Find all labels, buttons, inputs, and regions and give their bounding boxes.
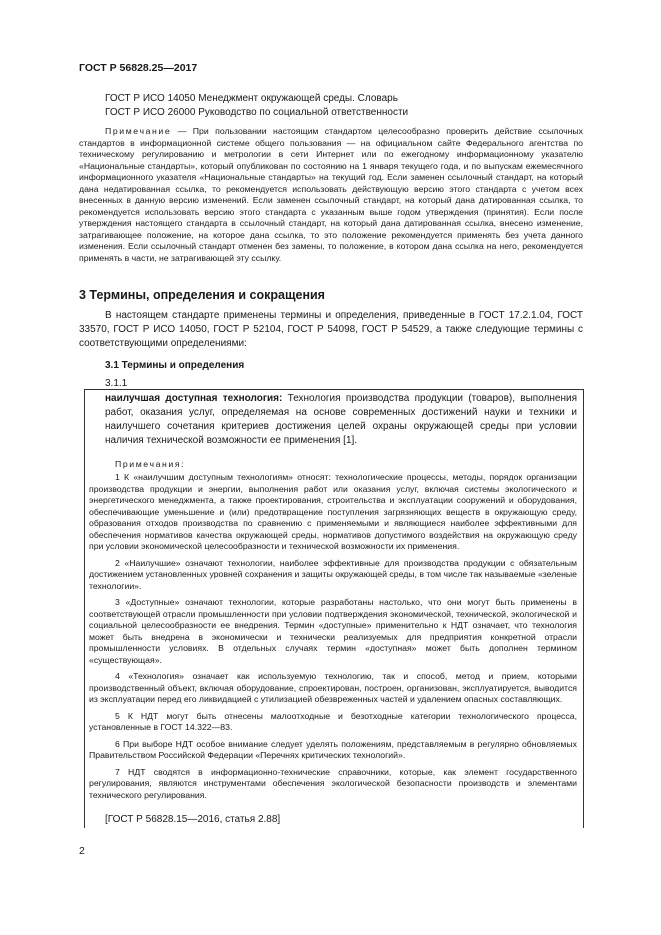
term-number: 3.1.1 xyxy=(105,378,128,389)
term-source: [ГОСТ Р 56828.15—2016, статья 2.88] xyxy=(105,814,281,825)
note-item: 4 «Технология» означает как используемую технологию, так и способ, метод и прием, которыми производственный объект, включая оборудование, спроектирован, построен, организован, эксплуатируется, выводится из эксплуатации перед его ликвидацией с утилизацией обезвреженных частей и удалением опасных составляющих. xyxy=(89,671,577,704)
term-definition xyxy=(105,392,577,448)
reference-item: ГОСТ Р ИСО 14050 Менеджмент окружающей среды. Словарь xyxy=(105,93,398,104)
note-item: 3 «Доступные» означают технологии, которые разработаны настолько, что они могут быть применены в соответствующей отрасли промышленности при условии подтверждения экономической, технической, экологической и социальной целесообразности ее внедрения. Термин «доступные» применительно к НДТ означает, что технология может быть внедрена в экономически и технически реализуемых для предприятия конкретной отрасли промышленности условиях. В отдельных случаях термин «доступная» может быть дополнен термином «существующая». xyxy=(89,597,577,665)
note-item: 2 «Наилучшие» означают технологии, наиболее эффективные для производства продукции с обязательным достижением установленных уровней сохранения и защиты окружающей среды, в том числе так называемые «зеленые технологии». xyxy=(89,557,577,591)
notes-list xyxy=(89,472,577,806)
note-text: — При пользовании настоящим стандартом целесообразно проверить действие ссылочных стандартов в информационной системе общего пользования — на официальном сайте Федерального агентства по техническому регулированию и метрологии в сети Интернет или по ежегодному информационному указателю «Национальные стандарты», который опубликован по состоянию на 1 января текущего года, и по выпускам ежемесячного информационного указателя «Национальные стандарты» на текущий год. Если заменен ссылочный стандарт, на который дана недатированная ссылка, то рекомендуется использовать действующую версию этого стандарта с учетом всех внесенных в данную версию изменений. Если заменен ссылочный стандарт, на который дана датированная ссылка, то рекомендуется использовать версию этого стандарта с указанным выше годом утверждения (принятия). Если после утверждения настоящего стандарта в ссылочный стандарт, на который дана датированная ссылка, внесено изменение, затрагивающее положение, на которое дана ссылка, то это положение рекомендуется применять без учета данного изменения. Если ссылочный стандарт отменен без замены, то положение, в котором дана ссылка на него, рекомендуется применять в части, не затрагивающей эту ссылку. xyxy=(79,126,583,263)
subsection-title: 3.1 Термины и определения xyxy=(105,360,245,371)
reference-list xyxy=(105,92,408,119)
document-header: ГОСТ Р 56828.25—2017 xyxy=(79,62,198,74)
note-label: Примечание xyxy=(105,126,172,136)
reference-item: ГОСТ Р ИСО 26000 Руководство по социальной ответственности xyxy=(105,106,409,118)
section-intro: В настоящем стандарте применены термины и определения, приведенные в ГОСТ 17.2.1.04, ГОСТ 33570, ГОСТ Р ИСО 14050, ГОСТ Р 52104, ГОСТ Р 54098, ГОСТ Р 54529, а также следующие термины с соответствующими определениями: xyxy=(79,310,583,349)
references-note xyxy=(79,126,583,264)
term-name: наилучшая доступная технология: xyxy=(105,393,283,404)
section-title: 3 Термины, определения и сокращения xyxy=(79,288,325,302)
note-item: 6 При выборе НДТ особое внимание следует уделять положениям, представляемым в регулярно обновляемых Правительством Российской Федерации «Перечнях критических технологий». xyxy=(89,738,577,760)
note-item: 1 К «наилучшим доступным технологиям» относят: технологические процессы, методы, порядок организации производства продукции и энергии, выполнения работ или оказания услуг, включая системы экологического и энергетического менеджмента, а также проектирования, строительства и эксплуатации сооружений и оборудования, обеспечивающие уменьшение и (или) предотвращение поступления загрязняющих веществ в окружающую среду, образования отходов производства по сравнению с применяемыми и являющиеся наиболее эффективными для обеспечения нормативов качества окружающей среды, нормативов допустимого воздействия на окружающую среду при условии экономической целесообразности и технической возможности их применения. xyxy=(89,472,577,551)
notes-label: Примечания: xyxy=(115,459,186,469)
note-item: 5 К НДТ могут быть отнесены малоотходные и безотходные категории технологического процесса, установленные в ГОСТ 14.322—83. xyxy=(89,710,577,732)
note-item: 7 НДТ сводятся в информационно-технические справочники, которые, как элемент государственного регулирования, являются инструментами обеспечения экологической безопасности производств и элементами технического регулирования. xyxy=(89,766,577,800)
page-number: 2 xyxy=(79,845,85,857)
definition-text: Технология производства продукции (товаров), выполнения работ, оказания услуг, определяемая на основе современных достижений науки и техники и наилучшего сочетания критериев достижения целей охраны окружающей среды при условии наличия технической возможности ее применения [1]. xyxy=(105,393,577,446)
